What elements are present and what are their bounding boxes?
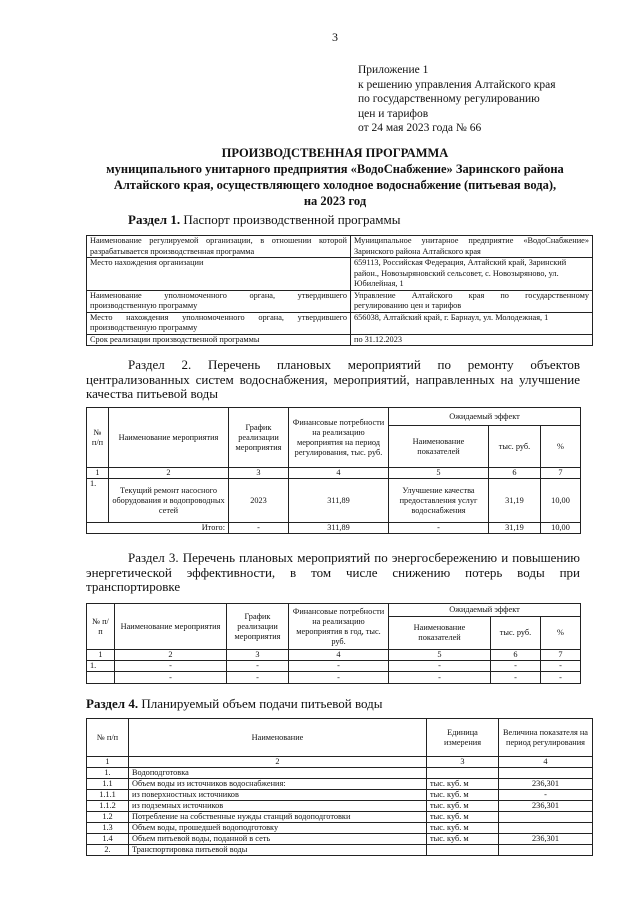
- table-cell: тыс. куб. м: [427, 790, 499, 801]
- table-cell: -: [499, 790, 593, 801]
- table-cell: 4: [289, 650, 389, 661]
- table-cell: 656038, Алтайский край, г. Барнаул, ул. Молодежная, 1: [351, 312, 593, 334]
- table-cell: 1: [87, 757, 129, 768]
- table-row: [87, 834, 593, 845]
- table-row: [87, 334, 593, 346]
- col-header: График реализации мероприятия: [227, 604, 289, 650]
- table-cell: Потребление на собственные нужды станций водоподготовки: [129, 812, 427, 823]
- table-row: [87, 790, 593, 801]
- col-header: № п/п: [87, 719, 129, 757]
- col-header: Наименование: [129, 719, 427, 757]
- table-cell: 2.: [87, 845, 129, 856]
- table-row: [87, 468, 581, 479]
- table-cell: -: [389, 661, 491, 672]
- table-cell: 1.1.2: [87, 801, 129, 812]
- table-cell: тыс. куб. м: [427, 801, 499, 812]
- table-row: [87, 661, 581, 672]
- table-row: [87, 757, 593, 768]
- col-header: График реализации мероприятия: [229, 408, 289, 468]
- table-cell: -: [289, 661, 389, 672]
- energy-measures-table: [86, 603, 581, 684]
- section2-heading: Раздел 2. Перечень плановых мероприятий по ремонту объектов централизованных систем водоснабжения, мероприятий, направленных на улучшение качества питьевой воды: [86, 357, 580, 401]
- table-cell: [87, 672, 115, 684]
- table-cell: 236,301: [499, 779, 593, 790]
- table-cell: Управление Алтайского края по государственному регулированию цен и тарифов: [351, 290, 593, 312]
- table-cell: 7: [541, 468, 581, 479]
- col-header: Наименование показателей: [389, 426, 489, 468]
- title-line: Алтайского края, осуществляющего холодное водоснабжение (питьевая вода),: [113, 178, 557, 192]
- table-cell: Водоподготовка: [129, 768, 427, 779]
- table-cell: 31,19: [489, 523, 541, 534]
- annex-line: от 24 мая 2023 года № 66: [358, 122, 482, 134]
- col-header: Ожидаемый эффект: [389, 408, 581, 426]
- table-cell: 2: [129, 757, 427, 768]
- title-line: на 2023 год: [303, 194, 367, 208]
- table-cell: [499, 812, 593, 823]
- table-cell: -: [229, 523, 289, 534]
- section1-heading: [128, 212, 400, 228]
- table-cell: 2023: [229, 479, 289, 523]
- table-row: [87, 779, 593, 790]
- col-header: № п/п: [87, 604, 115, 650]
- table-row: [87, 650, 581, 661]
- table-cell: -: [389, 523, 489, 534]
- table-cell: -: [115, 661, 227, 672]
- annex-line: по государственному регулированию: [358, 93, 540, 105]
- table-cell: 1.: [87, 661, 115, 672]
- table-cell: 31,19: [489, 479, 541, 523]
- table-cell: -: [115, 672, 227, 684]
- water-supply-table: [86, 718, 593, 856]
- table-cell: Объем питьевой воды, поданной в сеть: [129, 834, 427, 845]
- section4-text: Планируемый объем подачи питьевой воды: [141, 696, 383, 711]
- col-header: Финансовые потребности на реализацию мероприятия на период регулирования, тыс. руб.: [289, 408, 389, 468]
- title-line: ПРОИЗВОДСТВЕННАЯ ПРОГРАММА: [221, 146, 449, 160]
- col-header: %: [541, 617, 581, 650]
- section4-label: Раздел 4.: [86, 696, 139, 711]
- table-cell: Муниципальное унитарное предприятие «ВодоСнабжение» Заринского района Алтайского края: [351, 236, 593, 258]
- table-row: [87, 801, 593, 812]
- table-row: [87, 312, 593, 334]
- table-cell: Текущий ремонт насосного оборудования и водопроводных сетей: [109, 479, 229, 523]
- table-cell: Объем воды из источников водоснабжения:: [129, 779, 427, 790]
- table-row: [87, 672, 581, 684]
- table-row: [87, 479, 581, 523]
- table-row: [87, 768, 593, 779]
- table-header-row: [87, 408, 581, 426]
- table-cell: 659113, Российская Федерация, Алтайский край, Заринский район., Новозыряновский сельсовет, с. Новозыряново, ул. Юбилейная, 1: [351, 258, 593, 291]
- table-cell: [427, 845, 499, 856]
- table-cell: 1: [87, 468, 109, 479]
- col-header: тыс. руб.: [491, 617, 541, 650]
- col-header: Единица измерения: [427, 719, 499, 757]
- col-header: Наименование мероприятия: [109, 408, 229, 468]
- table-cell: 5: [389, 650, 491, 661]
- table-cell: 2: [115, 650, 227, 661]
- table-cell: из подземных источников: [129, 801, 427, 812]
- table-cell: 1.2: [87, 812, 129, 823]
- table-cell: Место нахождения организации: [87, 258, 351, 291]
- table-row: [87, 236, 593, 258]
- table-cell: -: [491, 672, 541, 684]
- table-cell: 1.3: [87, 823, 129, 834]
- table-cell: по 31.12.2023: [351, 334, 593, 346]
- table-cell: тыс. куб. м: [427, 812, 499, 823]
- table-cell: 311,89: [289, 523, 389, 534]
- table-cell: из поверхностных источников: [129, 790, 427, 801]
- table-cell: 236,301: [499, 834, 593, 845]
- table-cell: -: [289, 672, 389, 684]
- passport-table: [86, 235, 593, 346]
- table-row: [87, 812, 593, 823]
- table-cell: Место нахождения уполномоченного органа, утвердившего производственную программу: [87, 312, 351, 334]
- table-cell: тыс. куб. м: [427, 779, 499, 790]
- document-title: [70, 145, 600, 209]
- table-row: [87, 290, 593, 312]
- section1-label: Раздел 1.: [128, 212, 181, 227]
- table-cell: 1.1: [87, 779, 129, 790]
- table-cell: -: [491, 661, 541, 672]
- table-cell: 3: [427, 757, 499, 768]
- table-cell: Срок реализации производственной программы: [87, 334, 351, 346]
- table-cell: 10,00: [541, 523, 581, 534]
- table-header-row: [87, 604, 581, 617]
- table-cell: 1.1.1: [87, 790, 129, 801]
- table-cell: -: [389, 672, 491, 684]
- col-header: Финансовые потребности на реализацию мероприятия в год, тыс. руб.: [289, 604, 389, 650]
- table-cell: 1.: [87, 768, 129, 779]
- col-header: Ожидаемый эффект: [389, 604, 581, 617]
- table-cell: 3: [229, 468, 289, 479]
- table-cell: 5: [389, 468, 489, 479]
- table-cell: [499, 845, 593, 856]
- table-row: [87, 258, 593, 291]
- table-cell: 7: [541, 650, 581, 661]
- table-cell: 4: [289, 468, 389, 479]
- annex-line: цен и тарифов: [358, 107, 429, 120]
- table-cell: 10,00: [541, 479, 581, 523]
- table-cell: -: [541, 672, 581, 684]
- table-cell: [499, 768, 593, 779]
- page-number: 3: [332, 30, 338, 44]
- section3-heading: Раздел 3. Перечень плановых мероприятий по энергосбережению и повышению энергетической эффективности, в том числе снижению потерь воды при транспортировке: [86, 550, 580, 594]
- table-cell: Улучшение качества предоставления услуг водоснабжения: [389, 479, 489, 523]
- table-cell: [427, 768, 499, 779]
- table-cell: 3: [227, 650, 289, 661]
- repair-measures-table: [86, 407, 581, 534]
- col-header: Наименование мероприятия: [115, 604, 227, 650]
- table-header-row: [87, 719, 593, 757]
- table-cell: 6: [491, 650, 541, 661]
- section4-heading: [86, 696, 383, 712]
- annex-block: [358, 63, 556, 136]
- table-cell: Объем воды, прошедшей водоподготовку: [129, 823, 427, 834]
- section1-text: Паспорт производственной программы: [183, 212, 401, 227]
- annex-line: к решению управления Алтайского края: [358, 78, 556, 91]
- table-cell: Итого:: [87, 523, 229, 534]
- table-cell: Транспортировка питьевой воды: [129, 845, 427, 856]
- title-line: муниципального унитарного предприятия «ВодоСнабжение» Заринского района: [106, 162, 564, 176]
- col-header: %: [541, 426, 581, 468]
- table-cell: Наименование регулируемой организации, в отношении которой разрабатывается производственная программа: [87, 236, 351, 258]
- table-cell: -: [541, 661, 581, 672]
- table-cell: 4: [499, 757, 593, 768]
- col-header: Величина показателя на период регулирования: [499, 719, 593, 757]
- table-cell: Наименование уполномоченного органа, утвердившего производственную программу: [87, 290, 351, 312]
- col-header: тыс. руб.: [489, 426, 541, 468]
- table-cell: 1.: [87, 479, 109, 523]
- table-cell: 2: [109, 468, 229, 479]
- table-cell: -: [227, 661, 289, 672]
- col-header: № п/п: [87, 408, 109, 468]
- table-cell: тыс. куб. м: [427, 834, 499, 845]
- table-cell: [499, 823, 593, 834]
- table-row: [87, 845, 593, 856]
- annex-line: Приложение 1: [358, 64, 429, 76]
- table-cell: -: [227, 672, 289, 684]
- table-row: [87, 523, 581, 534]
- table-cell: 1.4: [87, 834, 129, 845]
- table-cell: 6: [489, 468, 541, 479]
- table-cell: 236,301: [499, 801, 593, 812]
- col-header: Наименование показателей: [389, 617, 491, 650]
- table-row: [87, 823, 593, 834]
- table-cell: 1: [87, 650, 115, 661]
- table-cell: 311,89: [289, 479, 389, 523]
- table-cell: тыс. куб. м: [427, 823, 499, 834]
